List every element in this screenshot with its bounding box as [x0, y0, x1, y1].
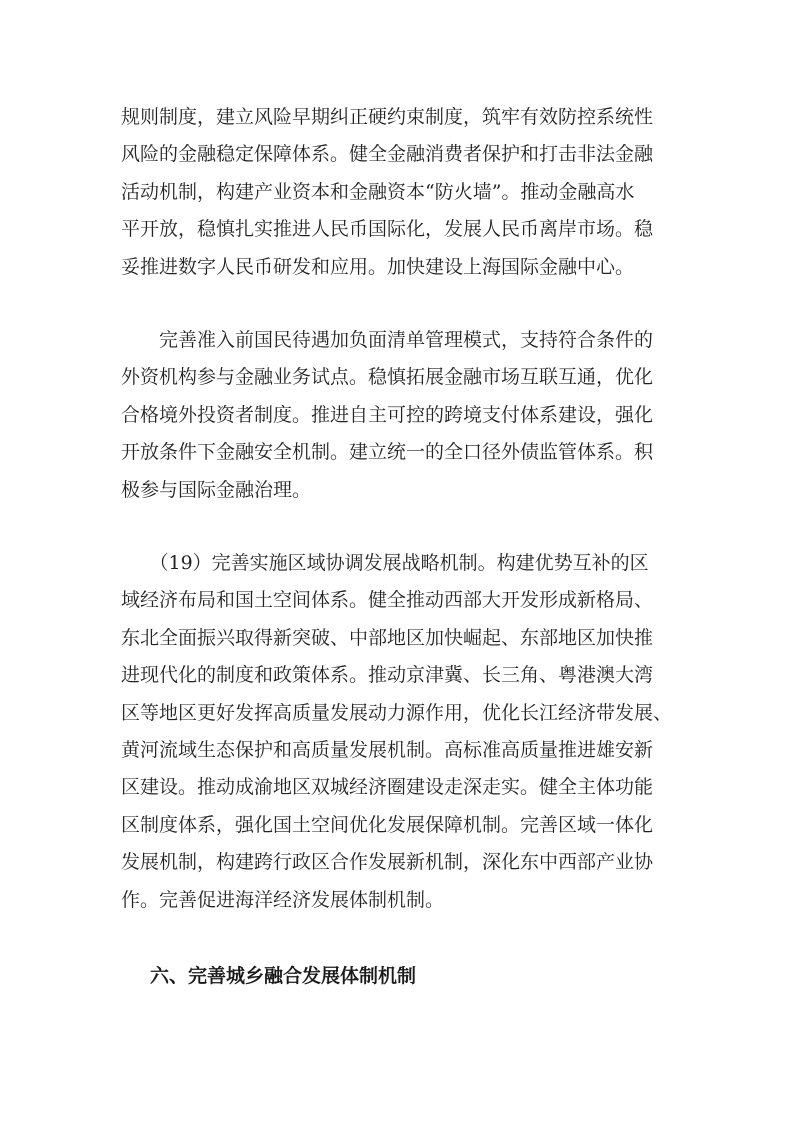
text-line: 外资机构参与金融业务试点。稳慎拓展金融市场互联互通，优化 [121, 366, 654, 389]
text-line: 进现代化的制度和政策体系。推动京津冀、长三角、粤港澳大湾 [121, 664, 654, 687]
text-line: 域经济布局和国土空间体系。健全推动西部大开发形成新格局、 [121, 589, 654, 612]
text-line: 完善准入前国民待遇加负面清单管理模式，支持符合条件的 [121, 329, 654, 351]
text-line: （19）完善实施区域协调发展战略机制。构建优势互补的区 [121, 552, 649, 574]
paragraph-foreign-access [121, 322, 673, 509]
text-line: 黄河流域生态保护和高质量发展机制。高标准高质量推进雄安新 [121, 738, 654, 761]
text-line: 合格境外投资者制度。推进自主可控的跨境支付体系建设，强化 [121, 403, 654, 426]
text-line: 平开放，稳慎扎实推进人民币国际化，发展人民币离岸市场。稳 [121, 218, 654, 241]
text-line: 东北全面振兴取得新突破、中部地区加快崛起、东部地区加快推 [121, 626, 654, 649]
text-line: 妥推进数字人民币研发和应用。加快建设上海国际金融中心。 [121, 255, 635, 278]
text-line: 区等地区更好发挥高质量发展动力源作用，优化长江经济带发展、 [121, 701, 673, 724]
text-line: 作。完善促进海洋经济发展体制机制。 [121, 888, 445, 911]
paragraph-regional-development [121, 545, 673, 919]
section-heading: 六、完善城乡融合发展体制机制 [150, 965, 417, 987]
text-line: 区制度体系，强化国土空间优化发展保障机制。完善区域一体化 [121, 813, 654, 836]
text-line: 区建设。推动成渝地区双城经济圈建设走深走实。健全主体功能 [121, 776, 654, 799]
paragraph-financial-stability [121, 99, 673, 286]
text-line: 开放条件下金融安全机制。建立统一的全口径外债监管体系。积 [121, 441, 654, 464]
text-line: 活动机制，构建产业资本和金融资本“防火墙”。推动金融高水 [121, 180, 635, 203]
text-line: 风险的金融稳定保障体系。健全金融消费者保护和打击非法金融 [121, 143, 654, 166]
text-line: 发展机制，构建跨行政区合作发展新机制，深化东中西部产业协 [121, 851, 654, 874]
text-line: 极参与国际金融治理。 [121, 478, 312, 501]
text-line: 规则制度，建立风险早期纠正硬约束制度，筑牢有效防控系统性 [121, 106, 654, 128]
